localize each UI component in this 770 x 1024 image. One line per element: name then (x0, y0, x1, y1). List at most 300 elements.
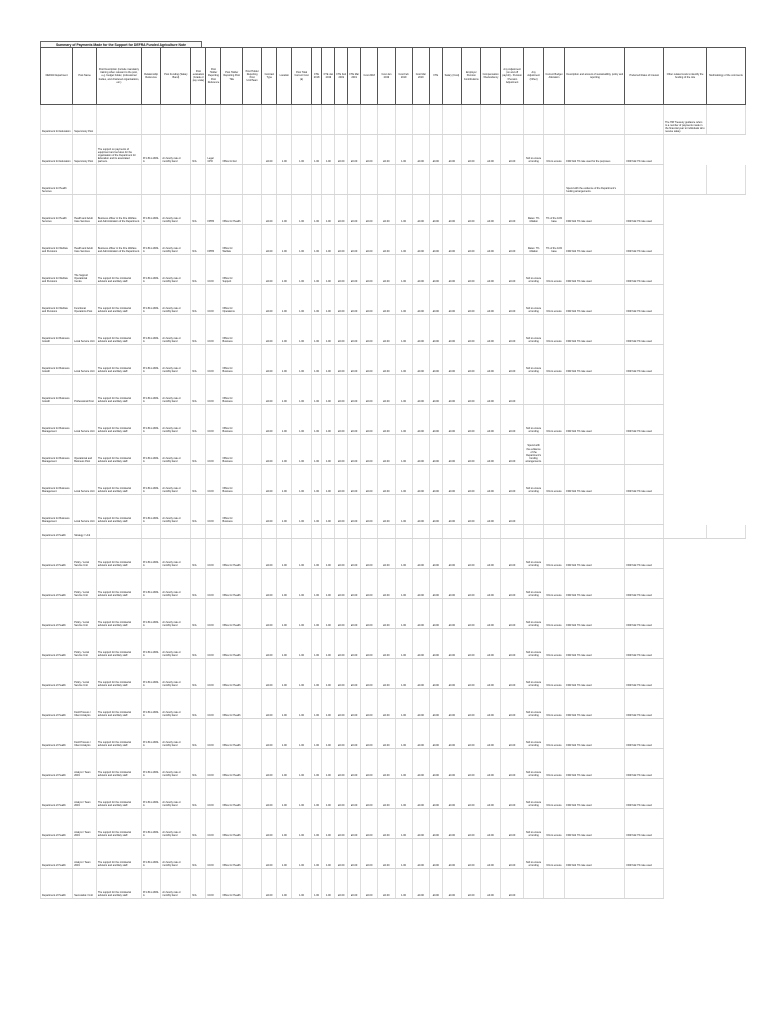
table-cell: Department of Health (41, 809, 73, 839)
column-header: Cost Jan 2019 (378, 48, 395, 105)
table-cell (277, 525, 292, 539)
table-cell (361, 105, 378, 135)
table-cell: FDR fold 7% rate used (565, 285, 625, 315)
table-cell: 1.00 (322, 255, 335, 285)
table-cell: 1.00 (311, 375, 322, 405)
table-cell: N/A to ensure a funding (524, 465, 543, 495)
table-cell: £0.00 (500, 539, 524, 569)
table-cell: 1.00 (311, 345, 322, 375)
table-cell: £0.00 (481, 135, 500, 165)
table-cell: N/A (191, 315, 206, 345)
table-cell: Office for Health (221, 749, 242, 779)
table-cell (543, 869, 564, 899)
table-cell: £0.00 (462, 435, 481, 465)
table-cell: £0.00 (462, 839, 481, 869)
table-cell: FDR fold 7% rate used (625, 345, 664, 375)
table-cell: £0.00 (412, 255, 429, 285)
table-cell: N/A (191, 689, 206, 719)
table-cell: £0.00 (500, 285, 524, 315)
table-cell: £0.00 (378, 375, 395, 405)
table-cell: 1.00 (292, 599, 311, 629)
table-cell: £0.00 (361, 569, 378, 599)
table-cell (142, 165, 161, 195)
table-cell: 1.00 (395, 255, 412, 285)
table-cell: 1.00 (311, 315, 322, 345)
table-cell: Office for Support (221, 255, 242, 285)
table-cell: £0.00 (500, 689, 524, 719)
table-cell (565, 105, 625, 135)
table-cell: £0.00 (335, 135, 348, 165)
document-title: Summary of Payments Made for the Support for DEFRA Funded Agriculture Note (40, 41, 202, 48)
table-cell: £0.00 (429, 465, 442, 495)
table-cell: £0.00 (429, 629, 442, 659)
table-cell: Pr1-511-1382-A (142, 495, 161, 525)
table-cell (361, 165, 378, 195)
table-cell: The support for the ministerial advisors and ancillary staff. (96, 375, 141, 405)
table-cell (322, 165, 335, 195)
table-cell: 1.00 (395, 689, 412, 719)
table-cell: 1.00 (277, 839, 292, 869)
table-cell (412, 525, 429, 539)
table-cell: £0.00 (348, 569, 361, 599)
table-cell: CCIO (206, 869, 221, 899)
table-cell: £0.00 (412, 345, 429, 375)
table-cell: Office for Health (221, 195, 242, 225)
table-cell: N/A to ensure a funding (524, 285, 543, 315)
table-cell (191, 105, 206, 135)
table-cell: 1.00 (292, 135, 311, 165)
table-cell: 1.00 (322, 539, 335, 569)
table-cell: £0.00 (335, 599, 348, 629)
table-cell (462, 165, 481, 195)
table-cell: N/A to ensure a funding (524, 719, 543, 749)
table-cell: N/A to ensure (543, 315, 564, 345)
table-cell: 1.00 (395, 225, 412, 255)
table-cell: £0.00 (500, 599, 524, 629)
table-cell: Secretariat / Unit (73, 869, 97, 899)
table-cell: £0.00 (378, 465, 395, 495)
table-cell (524, 375, 543, 405)
table-cell (462, 525, 481, 539)
table-cell (191, 165, 206, 195)
table-cell: CCIO (206, 539, 221, 569)
table-row (41, 255, 746, 285)
table-cell: £0.00 (429, 719, 442, 749)
column-header: Location (277, 48, 292, 105)
table-cell: £0.00 (429, 495, 442, 525)
table-cell: Local Service Unit (73, 315, 97, 345)
table-cell: 1.00 (395, 285, 412, 315)
table-cell: Pr1-511-1382-A (142, 135, 161, 165)
table-cell: Office for Business (221, 465, 242, 495)
table-cell: 1.00 (322, 135, 335, 165)
table-cell: N/A to ensure a funding (524, 345, 543, 375)
table-cell: 1.00 (277, 539, 292, 569)
column-header: Contract Type (262, 48, 277, 105)
table-cell: Pr1-511-1382-A (142, 375, 161, 405)
table-cell (242, 525, 261, 539)
table-cell: £0.00 (335, 629, 348, 659)
table-cell: CCIO (206, 345, 221, 375)
table-cell: An hourly rate or monthly band (161, 225, 191, 255)
table-cell (242, 719, 261, 749)
table-cell: Department for Education (41, 105, 73, 135)
table-cell: 1.00 (395, 719, 412, 749)
table-cell (335, 105, 348, 135)
table-cell: Department of Health (41, 869, 73, 899)
table-cell (378, 165, 395, 195)
table-cell: Health and Adult Care Services (73, 195, 97, 225)
column-header: FTE Jan 2019 (322, 48, 335, 105)
table-cell: £0.00 (378, 405, 395, 435)
table-cell: FDR fold 7% rate used (565, 539, 625, 569)
table-cell: 7% of the 10% base (543, 195, 564, 225)
table-cell: 1.00 (395, 869, 412, 899)
table-cell: 1.00 (292, 869, 311, 899)
table-cell: £0.00 (462, 629, 481, 659)
table-cell: Department for Business Management (41, 435, 73, 465)
table-cell: Office for Business (221, 405, 242, 435)
table-cell: Office for Business (221, 375, 242, 405)
table-cell: N/A to ensure (543, 839, 564, 869)
table-cell: The support for the ministerial advisors and ancillary staff. (96, 689, 141, 719)
table-cell: £0.00 (500, 345, 524, 375)
table-cell: £0.00 (348, 719, 361, 749)
table-cell: 1.00 (277, 689, 292, 719)
table-cell: £0.00 (361, 839, 378, 869)
table-row (41, 599, 746, 629)
table-row (41, 465, 746, 495)
table-cell: N/A (191, 345, 206, 375)
table-cell: £0.00 (335, 569, 348, 599)
table-cell: £0.00 (262, 345, 277, 375)
table-cell: £0.00 (335, 345, 348, 375)
table-cell: FDR fold 7% rate used (625, 809, 664, 839)
table-cell: Department of Health (41, 659, 73, 689)
table-cell: FDR fold 7% rate used (625, 689, 664, 719)
table-cell: Analyst / Team 2019 (73, 809, 97, 839)
table-cell (361, 525, 378, 539)
table-row (41, 195, 746, 225)
table-cell: 1.00 (322, 195, 335, 225)
table-cell: An hourly rate or monthly band (161, 135, 191, 165)
column-header: Methodology of the comments (707, 48, 746, 105)
table-cell: £0.00 (481, 405, 500, 435)
table-cell: N/A to ensure a funding (524, 569, 543, 599)
table-cell: Department for Business Growth (41, 375, 73, 405)
table-cell: £0.00 (442, 135, 461, 165)
table-cell (625, 435, 664, 465)
table-cell: £0.00 (500, 255, 524, 285)
table-cell: Office for Health (221, 689, 242, 719)
table-cell: £0.00 (462, 659, 481, 689)
table-cell: Pr1-511-1382-A (142, 659, 161, 689)
table-cell: £0.00 (378, 495, 395, 525)
table-cell: 1.00 (311, 225, 322, 255)
table-cell: £0.00 (412, 719, 429, 749)
table-cell: FDR fold 7% rate used (565, 195, 625, 225)
table-cell: 1.00 (395, 195, 412, 225)
table-cell: £0.00 (361, 195, 378, 225)
table-cell: FDR fold 7% rate used (625, 405, 664, 435)
table-cell (625, 869, 664, 899)
table-cell: 1.00 (311, 495, 322, 525)
table-cell: £0.00 (361, 345, 378, 375)
table-cell: 1.00 (311, 839, 322, 869)
table-row (41, 839, 746, 869)
table-cell (500, 105, 524, 135)
table-cell: Pr1-511-1382-A (142, 569, 161, 599)
table-cell: N/A (191, 539, 206, 569)
table-cell: £0.00 (500, 569, 524, 599)
table-cell: 1.00 (395, 435, 412, 465)
table-cell (96, 525, 141, 539)
table-cell: FDR fold 7% rate used (565, 719, 625, 749)
table-cell: N/A to ensure (543, 405, 564, 435)
table-cell: 1.00 (292, 719, 311, 749)
table-cell: 1.00 (322, 435, 335, 465)
table-cell: £0.00 (429, 689, 442, 719)
table-cell: 1.00 (311, 869, 322, 899)
table-cell: £0.00 (500, 495, 524, 525)
table-cell (664, 525, 707, 539)
table-cell: N/A (191, 375, 206, 405)
table-cell: 1.00 (322, 465, 335, 495)
table-cell: £0.00 (348, 495, 361, 525)
table-cell (500, 525, 524, 539)
table-cell: N/A to ensure a funding (524, 629, 543, 659)
table-cell (311, 165, 322, 195)
table-cell (96, 165, 141, 195)
table-cell: £0.00 (500, 749, 524, 779)
table-cell: 1.00 (395, 315, 412, 345)
table-cell (429, 165, 442, 195)
table-cell: Office for Business (221, 345, 242, 375)
table-cell (481, 165, 500, 195)
table-cell: £0.00 (378, 809, 395, 839)
table-cell: £0.00 (462, 285, 481, 315)
table-cell: N/A to ensure a funding (524, 255, 543, 285)
table-cell: £0.00 (378, 659, 395, 689)
table-cell: N/A to ensure a funding (524, 539, 543, 569)
header-row (41, 48, 746, 105)
table-cell: Operational and Business Post (73, 435, 97, 465)
table-cell (262, 165, 277, 195)
table-cell: £0.00 (481, 599, 500, 629)
table-cell: Field Process / Client Analysis (73, 719, 97, 749)
table-cell: An hourly rate or monthly band (161, 809, 191, 839)
table-cell: Pr1-511-1382-A (142, 869, 161, 899)
table-cell: £0.00 (481, 839, 500, 869)
table-cell: 1.00 (395, 659, 412, 689)
table-cell (543, 435, 564, 465)
table-cell: £0.00 (335, 839, 348, 869)
table-cell: 1.00 (322, 749, 335, 779)
table-cell: £0.00 (442, 569, 461, 599)
table-cell: Pr1-511-1382-A (142, 345, 161, 375)
table-cell: 1.00 (277, 749, 292, 779)
table-cell: N/A to ensure a funding (524, 405, 543, 435)
column-header: Other related costs to identify the funding of the role (664, 48, 707, 105)
table-cell (161, 105, 191, 135)
table-cell (242, 689, 261, 719)
table-cell: Rates: 7% inflation (524, 195, 543, 225)
table-cell: £0.00 (348, 225, 361, 255)
table-cell: £0.00 (348, 599, 361, 629)
table-cell: £0.00 (442, 465, 461, 495)
table-cell: An hourly rate or monthly band (161, 405, 191, 435)
table-row (41, 135, 746, 165)
table-cell: 1.00 (395, 539, 412, 569)
table-cell: £0.00 (429, 225, 442, 255)
table-cell: £0.00 (500, 135, 524, 165)
table-cell: £0.00 (462, 779, 481, 809)
table-cell: £0.00 (378, 345, 395, 375)
table-cell: The support for the ministerial advisors and ancillary staff. (96, 255, 141, 285)
table-row (41, 525, 746, 539)
table-cell: 1.00 (311, 629, 322, 659)
table-cell: CCIO (206, 375, 221, 405)
column-header: Compensation / Redundancy (481, 48, 500, 105)
table-cell: N/A to ensure (543, 569, 564, 599)
table-cell: 1.00 (292, 779, 311, 809)
table-cell: £0.00 (262, 659, 277, 689)
table-cell: £0.00 (500, 465, 524, 495)
table-cell: £0.00 (462, 255, 481, 285)
table-cell: £0.00 (462, 465, 481, 495)
table-cell: N/A to ensure (543, 255, 564, 285)
table-cell (206, 165, 221, 195)
table-cell: £0.00 (378, 435, 395, 465)
table-cell: 1.00 (395, 629, 412, 659)
table-cell: £0.00 (462, 569, 481, 599)
table-cell: Professional Post (73, 375, 97, 405)
table-cell: £0.00 (348, 135, 361, 165)
table-cell: An hourly rate or monthly band (161, 285, 191, 315)
table-cell: Department for Business Management (41, 465, 73, 495)
table-cell: Office for Health (221, 809, 242, 839)
table-cell: 1.00 (395, 345, 412, 375)
table-cell: £0.00 (262, 285, 277, 315)
table-cell (292, 105, 311, 135)
table-cell: Pr1-511-1382-A (142, 285, 161, 315)
table-cell (565, 525, 625, 539)
table-cell: FDR fold 7% rate used (565, 779, 625, 809)
column-header: Post Holder Reporting Post Unit/Team (242, 48, 261, 105)
table-row (41, 105, 746, 135)
table-cell (565, 495, 625, 525)
table-cell: 1.00 (395, 599, 412, 629)
table-cell: 1.00 (277, 495, 292, 525)
table-cell (277, 165, 292, 195)
table-cell: £0.00 (429, 749, 442, 779)
table-cell: £0.00 (335, 435, 348, 465)
table-cell (73, 165, 97, 195)
table-cell: £0.00 (412, 405, 429, 435)
table-cell: £0.00 (361, 255, 378, 285)
table-row (41, 495, 746, 525)
table-cell: N/A (191, 749, 206, 779)
table-cell: Analyst / Team 2019 (73, 839, 97, 869)
table-cell: Department for Education (41, 135, 73, 165)
table-cell (625, 495, 664, 525)
column-header: Preferred Rates of Interest (625, 48, 664, 105)
table-cell: Department for Business Growth (41, 345, 73, 375)
table-cell: Pr1-511-1382-A (142, 809, 161, 839)
table-cell: Office for Health (221, 779, 242, 809)
table-cell: N/A to ensure (543, 599, 564, 629)
table-cell: Department for Health Services (41, 165, 73, 195)
table-cell: CCIO (206, 749, 221, 779)
table-row (41, 405, 746, 435)
column-header: Cost Feb 2019 (395, 48, 412, 105)
table-cell: £0.00 (412, 629, 429, 659)
table-cell: £0.00 (348, 839, 361, 869)
table-cell: £0.00 (262, 195, 277, 225)
table-cell: £0.00 (481, 225, 500, 255)
table-row (41, 869, 746, 899)
table-cell (221, 165, 242, 195)
table-cell: £0.00 (348, 255, 361, 285)
table-cell: 1.00 (292, 569, 311, 599)
table-cell: 1.00 (292, 435, 311, 465)
table-cell: 1.00 (395, 809, 412, 839)
table-cell (707, 165, 746, 195)
table-cell: Department for Welfare and Pensions (41, 285, 73, 315)
table-cell: N/A to ensure a funding (524, 315, 543, 345)
table-cell: N/A to ensure a funding (524, 135, 543, 165)
table-cell: The support for the ministerial advisors and ancillary staff. (96, 659, 141, 689)
table-cell: £0.00 (442, 869, 461, 899)
table-cell: £0.00 (361, 629, 378, 659)
table-cell: £0.00 (378, 749, 395, 779)
table-cell: £0.00 (361, 405, 378, 435)
table-cell: Office for Health (221, 839, 242, 869)
table-row (41, 225, 746, 255)
table-cell (395, 165, 412, 195)
table-cell: £0.00 (335, 495, 348, 525)
table-cell: N/A (191, 195, 206, 225)
table-cell: CCIO (206, 629, 221, 659)
table-cell: FDR fold 7% rate used (565, 599, 625, 629)
table-cell: £0.00 (500, 869, 524, 899)
table-cell (543, 105, 564, 135)
table-cell: £0.00 (378, 539, 395, 569)
table-cell: N/A (191, 869, 206, 899)
column-header: Post Holder Reporting Post Title (221, 48, 242, 105)
table-cell (292, 165, 311, 195)
table-cell: N/A (191, 405, 206, 435)
table-cell: £0.00 (481, 869, 500, 899)
table-cell: £0.00 (335, 285, 348, 315)
table-cell: 1.00 (395, 569, 412, 599)
table-row (41, 315, 746, 345)
table-cell (242, 539, 261, 569)
table-cell: 1.00 (311, 435, 322, 465)
table-cell: FDR fold 7% rate used (565, 629, 625, 659)
table-cell (543, 375, 564, 405)
table-cell: CCIO (206, 839, 221, 869)
table-cell: £0.00 (500, 809, 524, 839)
table-cell (412, 105, 429, 135)
column-header: Post Name (73, 48, 97, 105)
table-cell: £0.00 (361, 539, 378, 569)
column-header: Salary (Cost) (442, 48, 461, 105)
table-cell: £0.00 (500, 659, 524, 689)
table-cell: 1.00 (322, 659, 335, 689)
table-cell: Pr1-511-1382-A (142, 629, 161, 659)
table-cell: Department for Health Services (41, 195, 73, 225)
